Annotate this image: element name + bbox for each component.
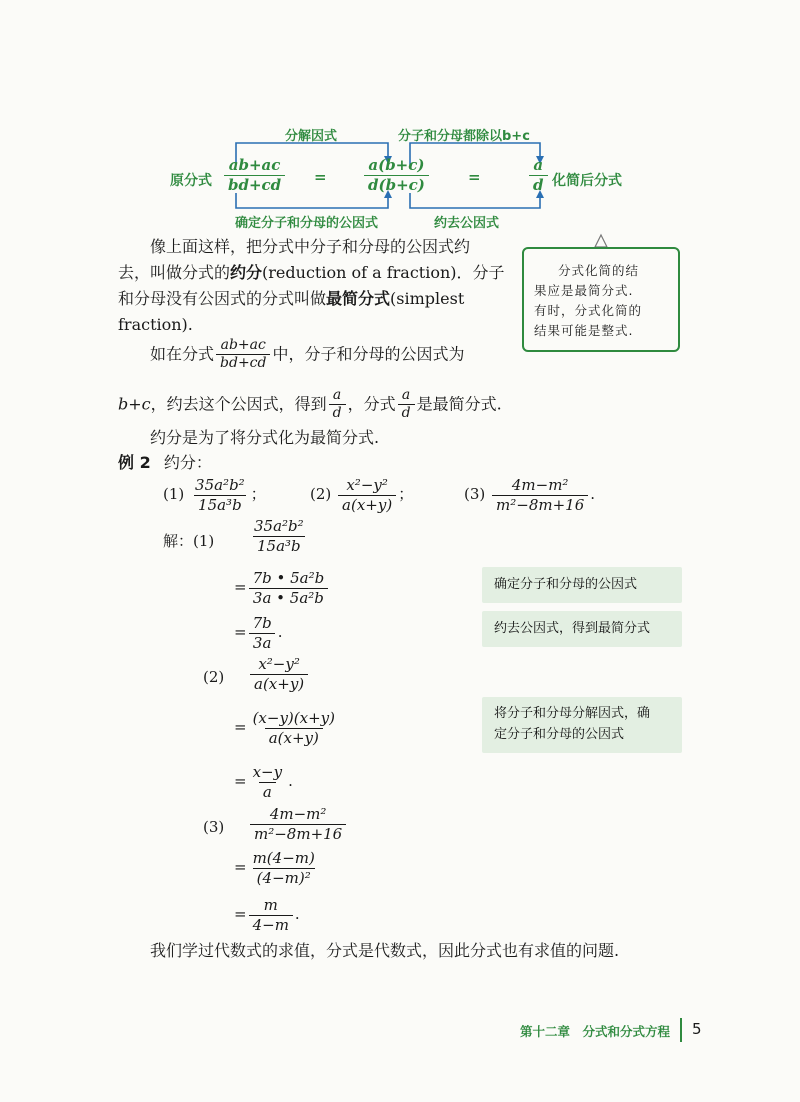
solution1-step1: = $\frac{\text{7b • 5a²b}}{\text{3a • 5a²b}}$ [234, 570, 330, 606]
term-reduction: 约分 [230, 263, 263, 282]
example-label: 例 2 [118, 453, 151, 472]
solution2-label: (2) [203, 668, 225, 686]
solution3-step1: = $\frac{m(4-m)}{\text{(4−m)²}}$ [234, 849, 315, 887]
note-line-2: 果应是最简分式. [534, 283, 634, 298]
note-box [522, 247, 680, 352]
solution2-step2: = $\frac{x-y}{a}$ . [234, 763, 293, 801]
example-task: 约分： [163, 453, 212, 472]
para1-line1: 像上面这样，把分式中分子和分母的公因式约 [150, 237, 471, 256]
solution3-label: (3) [203, 818, 225, 836]
note-line-3: 有时，分式化简的 [534, 303, 643, 318]
diagram-label-divide: 分子和分母都除以b+c [398, 129, 530, 144]
tip-cancel-factor: 约去公因式，得到最简分式 [482, 611, 682, 647]
problem-2: (2) $\frac{\text{x²−y²}}{a(x+y)}$ ； [310, 476, 414, 514]
solution1-step2: = $\frac{7b}{3a}$ . [234, 614, 283, 652]
solution1-step0: $\frac{\text{35a²b²}}{\text{15a³b}}$ [254, 517, 304, 555]
diagram-label-common-factor: 确定分子和分母的公因式 [235, 216, 379, 231]
para1-line4: fraction). [118, 315, 193, 334]
simplified-fraction-label: 化简后分式 [552, 173, 622, 189]
chapter-title: 第十二章 分式和分式方程 [520, 1024, 671, 1039]
term-simplest-fraction: 最简分式 [326, 289, 391, 308]
para1-line3: 和分母没有公因式的分式叫做最简分式(simplest [118, 289, 465, 308]
diagram-fraction-1: $\frac{ab+ac}{bd+cd}$ [222, 157, 287, 193]
diagram-label-cancel: 约去公因式 [434, 216, 500, 231]
original-fraction-label: 原分式 [170, 173, 212, 189]
tip-factorize: 将分子和分母分解因式，确 定分子和分母的公因式 [482, 697, 682, 753]
note-line-4: 结果可能是整式. [534, 323, 634, 338]
problem-3: (3) $\frac{\text{4m−m²}}{\text{m²−8m+16}}$ . [464, 476, 596, 514]
tip-common-factor: 确定分子和分母的公因式 [482, 567, 682, 603]
problem-1: (1) $\frac{\text{35a²b²}}{\text{15a³b}}$ ； [163, 476, 266, 514]
solution2-step0: $\frac{\text{x²−y²}}{a(x+y)}$ [248, 656, 310, 692]
solution3-step2: = $\frac{m}{4-m}$ . [234, 896, 300, 934]
para2-line2: b+c，约去这个公因式，得到 $\frac{a}{d}$ ，分式 $\frac{a}{d}$ 是最简分式. [118, 387, 502, 422]
solution3-step0: $\frac{\text{4m−m²}}{\text{m²−8m+16}}$ [248, 806, 348, 842]
diagram-equals-1: = [314, 168, 327, 186]
para2-line1: 如在分式 $\frac{ab+ac}{bd+cd}$ 中，分子和分母的公因式为 [150, 337, 465, 372]
definition-paragraph [118, 234, 518, 338]
solution-label: 解：(1) [163, 532, 215, 550]
closing-paragraph: 我们学过代数式的求值，分式是代数式，因此分式也有求值的问题. [150, 941, 620, 960]
example-heading [118, 450, 212, 476]
solution2-step1: = $\frac{(x-y)(x+y)}{a(x+y)}$ [234, 709, 335, 747]
para1-line2: 去，叫做分式的约分(reduction of a fraction)．分子 [118, 263, 505, 282]
diagram-label-factor: 分解因式 [285, 129, 338, 144]
simplification-diagram-lines [0, 0, 800, 240]
footer-divider [680, 1018, 682, 1042]
diagram-equals-2: = [468, 168, 481, 186]
para3: 约分是为了将分式化为最简分式. [150, 428, 380, 447]
diagram-fraction-3: $\frac{a}{d}$ [527, 157, 550, 193]
page-number: 5 [692, 1020, 702, 1038]
diagram-fraction-2: $\frac{a(b+c)}{d(b+c)}$ [362, 157, 431, 193]
note-line-1: 分式化简的结 [558, 263, 640, 278]
